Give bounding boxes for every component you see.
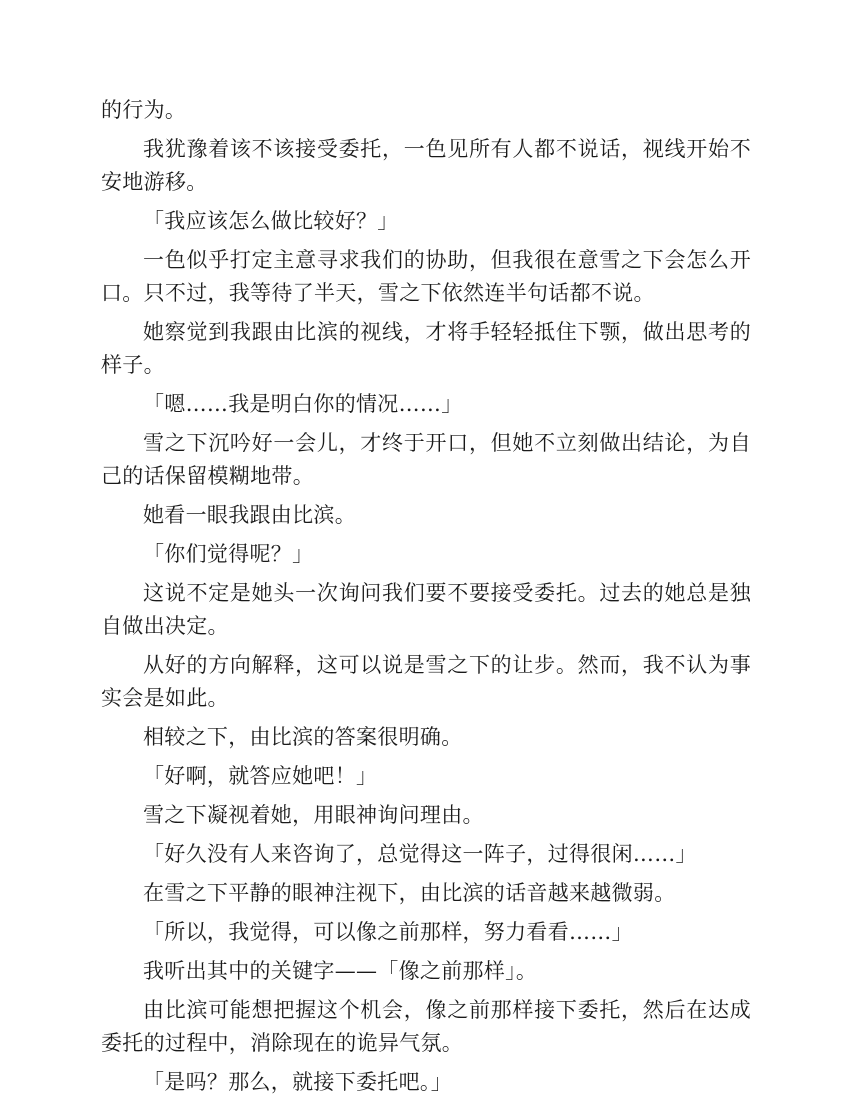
paragraph-8: 她看一眼我跟由比滨。 (143, 503, 356, 527)
paragraph-7: 雪之下沉吟好一会儿，才终于开口，但她不立刻做出结论，为自己的话保留模糊地带。 (101, 431, 751, 488)
page-body (101, 94, 751, 1105)
paragraph-11: 从好的方向解释，这可以说是雪之下的让步。然而，我不认为事实会是如此。 (101, 653, 751, 710)
paragraph-5: 她察觉到我跟由比滨的视线，才将手轻轻抵住下颚，做出思考的样子。 (101, 320, 751, 377)
paragraph-6: 「嗯……我是明白你的情况……」 (143, 392, 463, 416)
paragraph-13: 「好啊，就答应她吧！」 (143, 764, 378, 788)
paragraph-1: 的行为。 (101, 98, 187, 122)
paragraph-14: 雪之下凝视着她，用眼神询问理由。 (143, 803, 484, 827)
paragraph-16: 在雪之下平静的眼神注视下，由比滨的话音越来越微弱。 (143, 881, 676, 905)
paragraph-19: 由比滨可能想把握这个机会，像之前那样接下委托，然后在达成委托的过程中，消除现在的诡异气氛。 (101, 998, 751, 1055)
paragraph-12: 相较之下，由比滨的答案很明确。 (143, 725, 463, 749)
paragraph-3: 「我应该怎么做比较好？」 (143, 209, 399, 233)
paragraph-20: 「是吗？那么，就接下委托吧。」 (143, 1070, 452, 1094)
paragraph-18: 我听出其中的关键字——「像之前那样」。 (143, 959, 538, 983)
paragraph-4: 一色似乎打定主意寻求我们的协助，但我很在意雪之下会怎么开口。只不过，我等待了半天，雪之下依然连半句话都不说。 (101, 248, 751, 305)
paragraph-2: 我犹豫着该不该接受委托，一色见所有人都不说话，视线开始不安地游移。 (101, 137, 751, 194)
paragraph-15: 「好久没有人来咨询了，总觉得这一阵子，过得很闲……」 (143, 842, 697, 866)
paragraph-17: 「所以，我觉得，可以像之前那样，努力看看……」 (143, 920, 633, 944)
paragraph-9: 「你们觉得呢？」 (143, 542, 314, 566)
paragraph-10: 这说不定是她头一次询问我们要不要接受委托。过去的她总是独自做出决定。 (101, 581, 751, 638)
